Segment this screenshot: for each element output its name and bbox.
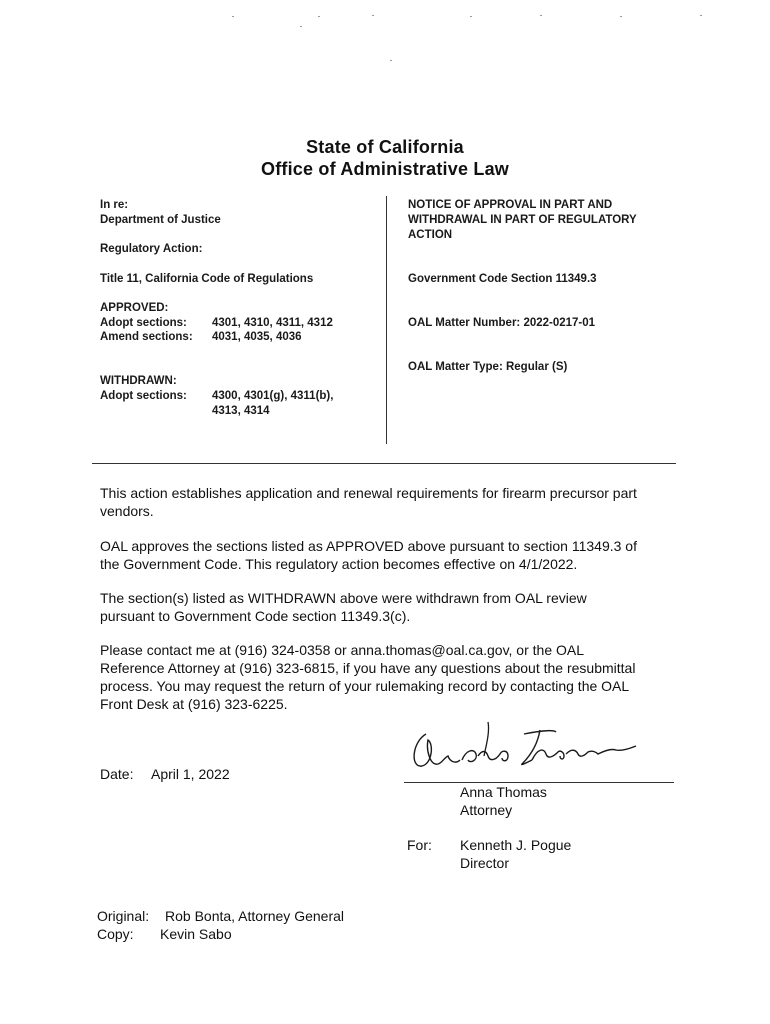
regulatory-action-label: Regulatory Action:: [100, 243, 203, 255]
notice-title-line3: ACTION: [408, 229, 453, 241]
office-title: Office of Administrative Law: [261, 159, 509, 179]
adopt-sections-label: Adopt sections:: [100, 317, 187, 329]
signer-name: Anna Thomas: [460, 784, 547, 800]
withdrawn-sections-value: 4300, 4301(g), 4311(b),: [212, 390, 334, 402]
scan-speck: [470, 16, 472, 17]
paragraph-line: Reference Attorney at (916) 323-6815, if you have any questions about the resubmittal: [100, 660, 636, 676]
government-code-section: Government Code Section 11349.3: [408, 273, 597, 285]
state-title: State of California: [306, 137, 464, 157]
scan-speck: [232, 16, 234, 17]
scan-speck: [318, 16, 320, 17]
original-label: Original:: [97, 908, 150, 924]
paragraph-contact: [100, 641, 675, 713]
paragraph-line: Front Desk at (916) 323-6225.: [100, 696, 288, 712]
scan-speck: [540, 15, 542, 16]
paragraph-line: process. You may request the return of your rulemaking record by contacting the OAL: [100, 678, 630, 694]
regulation-title: Title 11, California Code of Regulations: [100, 273, 314, 285]
director-role: Director: [460, 855, 510, 871]
copy-label: Copy:: [97, 926, 134, 942]
director-name: Kenneth J. Pogue: [460, 837, 572, 853]
withdrawn-adopt-label: Adopt sections:: [100, 390, 187, 402]
paragraph-line: This action establishes application and renewal requirements for firearm precursor part: [100, 485, 637, 501]
scan-speck: [372, 15, 374, 16]
withdrawn-label: WITHDRAWN:: [100, 375, 177, 387]
original-recipient: Rob Bonta, Attorney General: [165, 908, 344, 924]
approved-label: APPROVED:: [100, 302, 169, 314]
paragraph-approval: [100, 537, 675, 573]
column-divider: [386, 196, 387, 444]
paragraph-line: the Government Code. This regulatory action becomes effective on 4/1/2022.: [100, 556, 578, 572]
paragraph-withdrawal: [100, 589, 675, 625]
for-label: For:: [407, 837, 432, 853]
amend-sections-label: Amend sections:: [100, 331, 193, 343]
adopt-sections-value: 4301, 4310, 4311, 4312: [212, 317, 333, 329]
date-value: April 1, 2022: [151, 766, 230, 782]
paragraph-line: vendors.: [100, 503, 154, 519]
scan-speck: [300, 26, 302, 27]
scan-speck: [390, 60, 392, 61]
in-re-label: In re:: [100, 199, 129, 211]
amend-sections-value: 4031, 4035, 4036: [212, 331, 302, 343]
notice-title-line1: NOTICE OF APPROVAL IN PART AND: [408, 199, 613, 211]
section-divider: [92, 463, 676, 464]
oal-matter-number: OAL Matter Number: 2022-0217-01: [408, 317, 596, 329]
handwritten-signature: [404, 720, 654, 780]
withdrawn-sections-value-cont: 4313, 4314: [212, 405, 270, 417]
scan-speck: [700, 15, 702, 16]
paragraph-line: The section(s) listed as WITHDRAWN above were withdrawn from OAL review: [100, 590, 587, 606]
paragraph-purpose: [100, 484, 675, 520]
signer-role: Attorney: [460, 802, 513, 818]
copy-recipient: Kevin Sabo: [160, 926, 232, 942]
paragraph-line: OAL approves the sections listed as APPROVED above pursuant to section 11349.3 of: [100, 538, 637, 554]
date-label: Date:: [100, 766, 134, 782]
agency-name: Department of Justice: [100, 214, 221, 226]
paragraph-line: Please contact me at (916) 324-0358 or anna.thomas@oal.ca.gov, or the OAL: [100, 642, 585, 658]
paragraph-line: pursuant to Government Code section 11349.3(c).: [100, 608, 411, 624]
oal-matter-type: OAL Matter Type: Regular (S): [408, 361, 568, 373]
scan-speck: [620, 16, 622, 17]
notice-title-line2: WITHDRAWAL IN PART OF REGULATORY: [408, 214, 637, 226]
